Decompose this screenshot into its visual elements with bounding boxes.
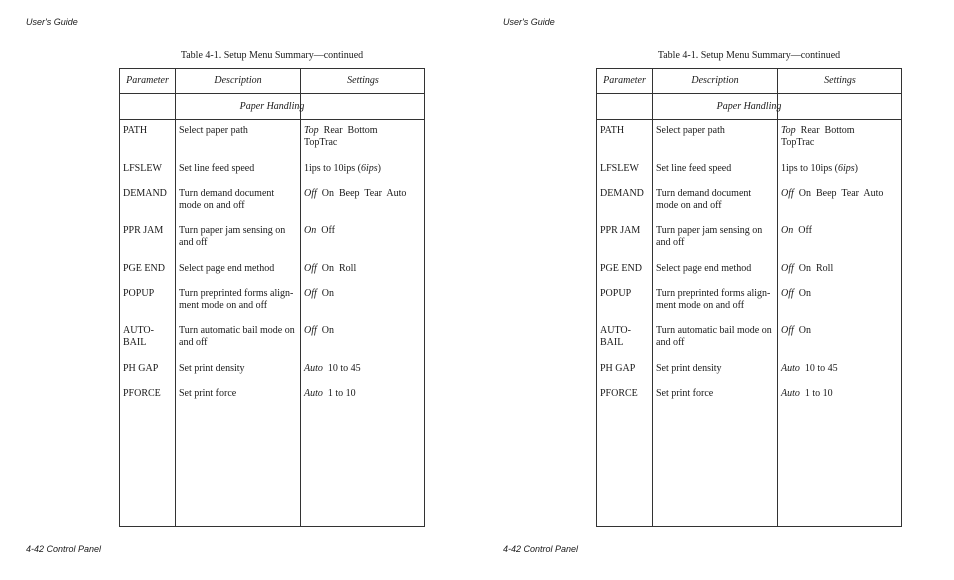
table-row <box>597 125 901 163</box>
description-cell: Turn automatic bail mode on and off <box>656 325 772 348</box>
section-heading: Paper Handling <box>716 101 782 112</box>
description-cell: Select page end method <box>656 262 752 274</box>
description-cell: Turn demand document mode on and off <box>656 187 752 211</box>
table-row <box>120 163 424 188</box>
description-cell: Turn automatic bail mode on and off <box>179 325 295 348</box>
column-header-settings: Settings <box>347 75 379 86</box>
page-footer: 4-42 Control Panel <box>26 544 102 554</box>
description-cell: Select page end method <box>179 262 275 274</box>
table-row <box>597 288 901 326</box>
row-divider <box>120 119 424 120</box>
settings-cell: Off On Roll <box>304 262 357 274</box>
parameter-cell: DEMAND <box>600 187 644 199</box>
settings-cell: Off On Beep Tear Auto <box>304 187 407 199</box>
table-row <box>597 325 901 363</box>
parameter-cell: LFSLEW <box>123 162 162 174</box>
right-page <box>477 0 954 580</box>
table-row <box>597 263 901 288</box>
description-cell: Set print density <box>656 362 722 374</box>
parameter-cell: AUTO-BAIL <box>600 325 631 348</box>
parameter-cell: AUTO-BAIL <box>123 325 154 348</box>
table-row <box>120 288 424 326</box>
settings-cell: Auto 1 to 10 <box>781 387 833 399</box>
description-cell: Turn preprinted forms align-ment mode on and off <box>179 287 294 311</box>
page-header: User's Guide <box>26 17 78 27</box>
setup-menu-table <box>119 68 425 527</box>
parameter-cell: PFORCE <box>123 387 161 399</box>
description-cell: Set print density <box>179 362 245 374</box>
settings-cell: Auto 1 to 10 <box>304 387 356 399</box>
parameter-cell: DEMAND <box>123 187 167 199</box>
table-caption: Table 4-1. Setup Menu Summary—continued <box>657 50 841 61</box>
settings-cell: Auto 10 to 45 <box>304 362 361 374</box>
table-row <box>597 163 901 188</box>
parameter-cell: PATH <box>123 125 148 136</box>
page-header: User's Guide <box>503 17 555 27</box>
settings-cell: Off On Beep Tear Auto <box>781 187 884 199</box>
settings-cell: Off On Roll <box>781 262 834 274</box>
description-cell: Select paper path <box>179 125 248 136</box>
setup-menu-table <box>596 68 902 527</box>
settings-cell: Auto 10 to 45 <box>781 362 838 374</box>
description-cell: Turn paper jam sensing on and off <box>179 225 286 248</box>
section-heading: Paper Handling <box>239 101 305 112</box>
table-row <box>597 388 901 413</box>
column-header-description: Description <box>214 75 262 86</box>
settings-cell: Off On <box>781 325 812 336</box>
parameter-cell: PFORCE <box>600 387 638 399</box>
description-cell: Turn preprinted forms align-ment mode on and off <box>656 287 771 311</box>
parameter-cell: POPUP <box>123 287 155 299</box>
parameter-cell: PPR JAM <box>600 225 641 236</box>
description-cell: Set print force <box>179 387 237 399</box>
table-row <box>120 125 424 163</box>
table-row <box>120 188 424 226</box>
parameter-cell: POPUP <box>600 287 632 299</box>
table-body <box>120 125 424 413</box>
parameter-cell: PGE END <box>123 262 165 274</box>
column-header-settings: Settings <box>824 75 856 86</box>
description-cell: Select paper path <box>656 125 725 136</box>
settings-cell: On Off <box>304 225 335 236</box>
table-caption: Table 4-1. Setup Menu Summary—continued <box>180 50 364 61</box>
description-cell: Turn demand document mode on and off <box>179 187 275 211</box>
parameter-cell: LFSLEW <box>600 162 639 174</box>
settings-cell: Off On <box>304 325 335 336</box>
table-row <box>120 263 424 288</box>
description-cell: Set line feed speed <box>179 162 255 174</box>
description-cell: Set print force <box>656 387 714 399</box>
table-row <box>120 225 424 263</box>
description-cell: Turn paper jam sensing on and off <box>656 225 763 248</box>
settings-cell: Off On <box>304 287 335 299</box>
row-divider <box>597 119 901 120</box>
column-header-parameter: Parameter <box>126 75 169 86</box>
parameter-cell: PATH <box>600 125 625 136</box>
table-row <box>597 363 901 388</box>
column-header-parameter: Parameter <box>603 75 646 86</box>
settings-cell: 1ips to 10ips (6ips) <box>304 162 381 174</box>
parameter-cell: PPR JAM <box>123 225 164 236</box>
table-row <box>120 325 424 363</box>
table-row <box>120 388 424 413</box>
page-footer: 4-42 Control Panel <box>503 544 579 554</box>
description-cell: Set line feed speed <box>656 162 732 174</box>
table-row <box>597 188 901 226</box>
settings-cell: 1ips to 10ips (6ips) <box>781 162 858 174</box>
table-body <box>597 125 901 413</box>
settings-cell: Off On <box>781 287 812 299</box>
table-row <box>597 225 901 263</box>
column-header-description: Description <box>691 75 739 86</box>
parameter-cell: PGE END <box>600 262 642 274</box>
parameter-cell: PH GAP <box>600 362 636 374</box>
table-row <box>120 363 424 388</box>
settings-cell: Top Rear Bottom TopTrac <box>304 125 378 148</box>
parameter-cell: PH GAP <box>123 362 159 374</box>
settings-cell: On Off <box>781 225 812 236</box>
settings-cell: Top Rear Bottom TopTrac <box>781 125 855 148</box>
